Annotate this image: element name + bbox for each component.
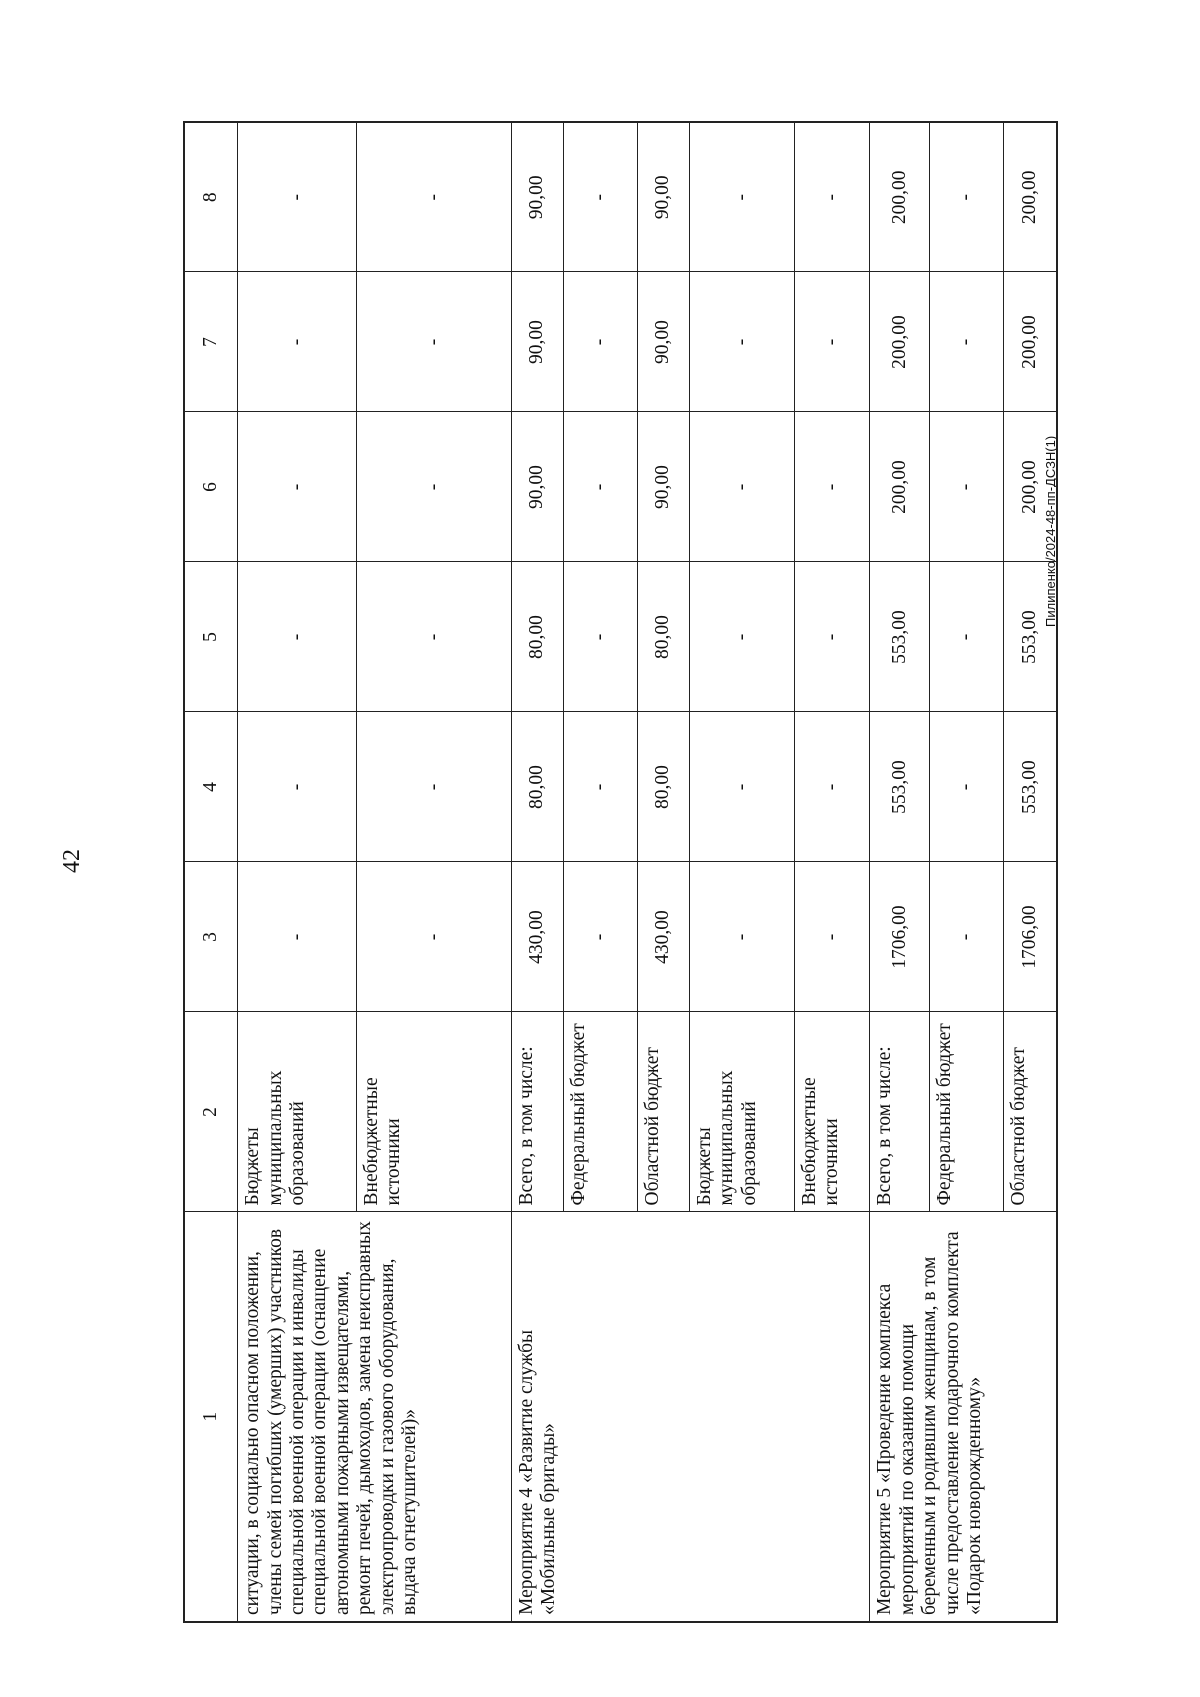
activity-description: Мероприятие 4 «Развитие службы «Мобильные бригады» [511,1212,869,1622]
value-cell: - [357,412,512,562]
header-cell: 5 [184,562,238,712]
value-cell: 90,00 [638,272,690,412]
value-cell: - [357,712,512,862]
value-cell: 553,00 [870,712,930,862]
value-cell: - [689,712,794,862]
value-cell: - [930,562,1003,712]
value-cell: - [238,122,357,272]
value-cell: - [795,122,870,272]
value-cell: - [238,562,357,712]
value-cell: 90,00 [511,412,563,562]
value-cell: 430,00 [511,862,563,1012]
value-cell: - [795,412,870,562]
value-cell: 80,00 [638,712,690,862]
value-cell: 200,00 [1003,412,1057,562]
header-cell: 2 [184,1012,238,1212]
value-cell: 200,00 [870,272,930,412]
value-cell: - [357,122,512,272]
table-row [511,122,563,1622]
header-cell: 4 [184,712,238,862]
value-cell: - [238,712,357,862]
value-cell: 90,00 [638,412,690,562]
value-cell: 200,00 [1003,272,1057,412]
activity-description: Мероприятие 5 «Проведение комплекса мероприятий по оказанию помощи беременным и родившим женщинам, в том числе предоставление подарочного комплекта «Подарок новорожденному» [870,1212,1057,1622]
value-cell: - [930,122,1003,272]
page-number: 42 [59,849,85,873]
header-cell: 1 [184,1212,238,1622]
value-cell: 90,00 [638,122,690,272]
budget-table [183,121,1058,1623]
funding-source: Областной бюджет [638,1012,690,1212]
value-cell: 200,00 [870,122,930,272]
funding-source: Федеральный бюджет [930,1012,1003,1212]
header-row [184,122,238,1622]
value-cell: - [563,712,637,862]
value-cell: - [563,862,637,1012]
document-code: Пилипенко/2024-48-пп-ДСЗН(1) [1043,435,1058,627]
value-cell: - [238,272,357,412]
value-cell: 553,00 [1003,562,1057,712]
value-cell: - [563,272,637,412]
value-cell: - [795,862,870,1012]
funding-source: Федеральный бюджет [563,1012,637,1212]
value-cell: - [689,122,794,272]
funding-source: Областной бюджет [1003,1012,1057,1212]
value-cell: 200,00 [870,412,930,562]
value-cell: - [930,272,1003,412]
value-cell: - [357,562,512,712]
value-cell: - [357,862,512,1012]
value-cell: 553,00 [1003,712,1057,862]
header-cell: 6 [184,412,238,562]
value-cell: - [795,562,870,712]
table-row [238,122,357,1622]
value-cell: - [689,412,794,562]
value-cell: - [563,562,637,712]
value-cell: - [930,862,1003,1012]
value-cell: - [238,862,357,1012]
value-cell: - [563,412,637,562]
value-cell: 200,00 [1003,122,1057,272]
value-cell: 430,00 [638,862,690,1012]
funding-source: Внебюджетные источники [357,1012,512,1212]
value-cell: 553,00 [870,562,930,712]
budget-table-container [183,123,1058,1623]
value-cell: - [563,122,637,272]
value-cell: 80,00 [511,562,563,712]
header-cell: 8 [184,122,238,272]
table-body [184,122,1057,1622]
value-cell: 90,00 [511,122,563,272]
table-row [870,122,930,1622]
value-cell: 80,00 [511,712,563,862]
value-cell: - [930,412,1003,562]
value-cell: 90,00 [511,272,563,412]
funding-source: Бюджеты муниципальных образований [689,1012,794,1212]
value-cell: - [689,862,794,1012]
funding-source: Бюджеты муниципальных образований [238,1012,357,1212]
funding-source: Всего, в том числе: [870,1012,930,1212]
header-cell: 7 [184,272,238,412]
funding-source: Всего, в том числе: [511,1012,563,1212]
value-cell: - [795,712,870,862]
funding-source: Внебюджетные источники [795,1012,870,1212]
value-cell: 1706,00 [1003,862,1057,1012]
value-cell: 1706,00 [870,862,930,1012]
header-cell: 3 [184,862,238,1012]
value-cell: - [357,272,512,412]
activity-description: ситуации, в социально опасном положении, члены семей погибших (умерших) участников специальной военной операции и инвалиды специальной военной операции (оснащение автономными пожарными извещателями, ремонт печей, дымоходов, замена неисправных электропроводки и газового оборудования, выдача огнетушителей)» [238,1212,512,1622]
value-cell: - [930,712,1003,862]
value-cell: 80,00 [638,562,690,712]
value-cell: - [238,412,357,562]
value-cell: - [795,272,870,412]
value-cell: - [689,562,794,712]
value-cell: - [689,272,794,412]
